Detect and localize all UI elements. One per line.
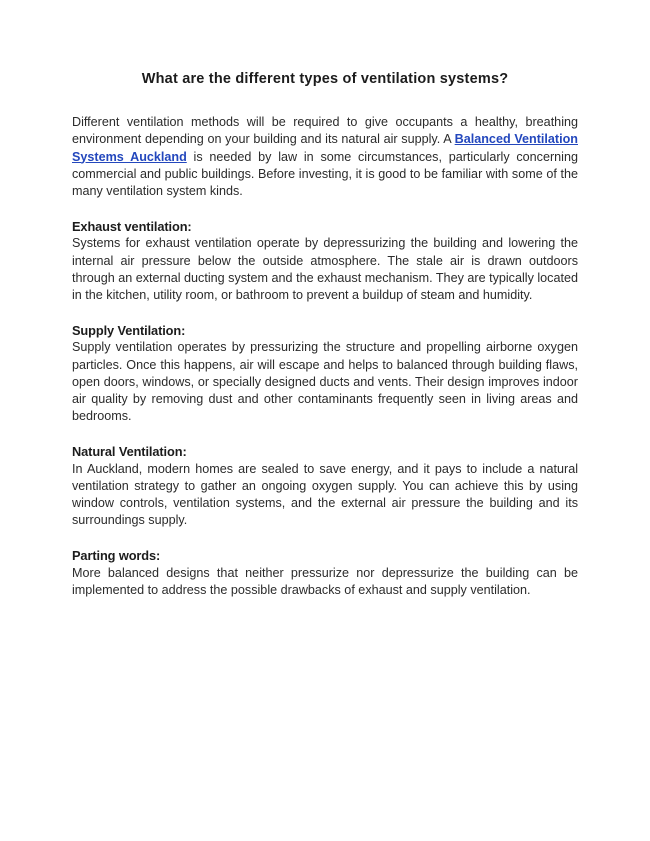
section-natural-ventilation (72, 443, 578, 529)
section-heading: Parting words: (72, 548, 161, 564)
section-body: More balanced designs that neither pressurize nor depressurize the building can be implemented to address the possible drawbacks of exhaust and supply ventilation. (72, 565, 578, 597)
intro-text-after-link: is needed by law in some circumstances, particularly concerning commercial and public buildings. Before investing, it is good to be familiar with some of the many ventilation system kinds. (72, 149, 578, 198)
section-heading: Exhaust ventilation: (72, 219, 192, 235)
page-title: What are the different types of ventilation systems? (141, 71, 509, 87)
section-body: Supply ventilation operates by pressurizing the structure and propelling airborne oxygen particles. Once this happens, air will escape and helps to balanced through building flaws, open doors, windows, or specially designed ducts and vents. Their design improves indoor air quality by removing dust and other contaminants frequently seen in living areas and bedrooms. (72, 340, 578, 424)
section-parting-words (72, 547, 578, 599)
section-body: Systems for exhaust ventilation operate by depressurizing the building and lowering the internal air pressure below the outside atmosphere. The stale air is drawn outdoors through an external ducting system and the exhaust mechanism. They are typically located in the kitchen, utility room, or bathroom to prevent a buildup of steam and humidity. (72, 236, 578, 302)
section-body: In Auckland, modern homes are sealed to save energy, and it pays to include a natural ventilation strategy to gather an ongoing oxygen supply. You can achieve this by using window controls, ventilation systems, and the external air pressure the building and its surroundings supply. (72, 461, 578, 528)
section-heading: Supply Ventilation: (72, 323, 186, 339)
balanced-ventilation-systems-auckland-link[interactable]: Balanced Ventilation Systems Auckland (72, 132, 578, 164)
intro-paragraph (72, 114, 578, 200)
document-content (72, 0, 578, 599)
section-supply-ventilation (72, 322, 578, 425)
intro-text-before-link: Different ventilation methods will be required to give occupants a healthy, breathing environment depending on your building and its natural air supply. A (72, 115, 578, 147)
section-heading: Natural Ventilation: (72, 444, 187, 460)
section-exhaust-ventilation (72, 218, 578, 304)
